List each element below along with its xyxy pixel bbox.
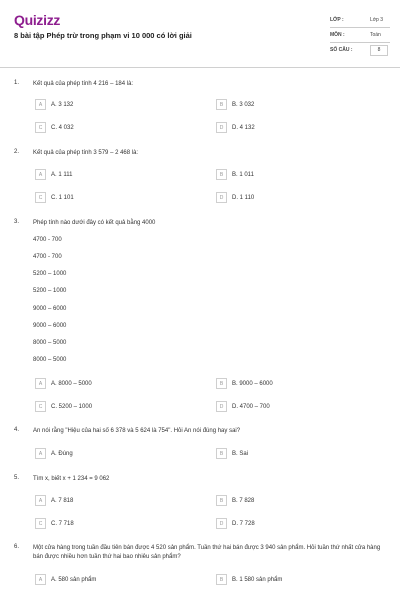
- meta-value-wrap: [370, 45, 390, 56]
- option-text: C. 4 032: [51, 124, 74, 131]
- option-text: A. 8000 – 5000: [51, 380, 92, 387]
- option-text: C. 1 101: [51, 194, 74, 201]
- option-b[interactable]: [216, 448, 248, 459]
- option-c[interactable]: [35, 518, 74, 529]
- question-text: Phép tính nào dưới đây có kết quả bằng 4000: [33, 220, 156, 226]
- option-d[interactable]: [216, 401, 270, 412]
- expression-line: 9000 – 6000: [33, 306, 67, 312]
- option-text: B. 1 580 sản phẩm: [232, 576, 283, 583]
- meta-label: LỚP :: [330, 17, 344, 23]
- option-letter: D: [216, 192, 227, 203]
- meta-value: Lớp 3: [370, 17, 384, 23]
- option-letter: B: [216, 574, 227, 585]
- question-text: An nói rằng "Hiệu của hai số 6 378 và 5 624 là 754". Hỏi An nói đúng hay sai?: [33, 428, 241, 434]
- option-text: D. 7 728: [232, 520, 255, 527]
- meta-label: SỐ CÂU :: [330, 47, 353, 53]
- question-number: 3.: [14, 219, 20, 225]
- option-letter: B: [216, 169, 227, 180]
- expression-line: 5200 – 1000: [33, 271, 67, 277]
- option-letter: B: [216, 448, 227, 459]
- option-text: D. 4 132: [232, 124, 255, 131]
- question-number: 2.: [14, 149, 20, 155]
- option-b[interactable]: [216, 169, 254, 180]
- option-a[interactable]: [35, 378, 92, 389]
- option-c[interactable]: [35, 122, 74, 133]
- option-letter: D: [216, 518, 227, 529]
- meta-value: 8: [370, 45, 388, 56]
- option-d[interactable]: [216, 518, 255, 529]
- meta-row-count: [330, 43, 390, 57]
- option-b[interactable]: [216, 495, 254, 506]
- option-letter: A: [35, 448, 46, 459]
- question-text: Kết quả của phép tính 3 579 – 2 468 là:: [33, 150, 139, 156]
- option-text: D. 1 110: [232, 194, 255, 201]
- option-letter: A: [35, 574, 46, 585]
- option-text: A. 3 132: [51, 101, 74, 108]
- option-letter: C: [35, 192, 46, 203]
- option-letter: A: [35, 378, 46, 389]
- expression-line: 9000 – 6000: [33, 323, 67, 329]
- option-letter: B: [216, 495, 227, 506]
- option-text: C. 7 718: [51, 520, 74, 527]
- question-text: Tìm x, biết x + 1 234 = 9 062: [33, 476, 110, 482]
- header-divider: [0, 67, 400, 68]
- option-text: B. 9000 – 6000: [232, 380, 273, 387]
- option-d[interactable]: [216, 122, 255, 133]
- option-text: A. 1 111: [51, 171, 73, 178]
- option-text: A. Đúng: [51, 450, 73, 457]
- question-number: 4.: [14, 427, 20, 433]
- option-text: A. 580 sản phẩm: [51, 576, 97, 583]
- option-text: B. Sai: [232, 450, 249, 457]
- meta-label: MÔN :: [330, 32, 345, 38]
- option-a[interactable]: [35, 169, 72, 180]
- expression-line: 4700 - 700: [33, 237, 62, 243]
- option-text: B. 1 011: [232, 171, 254, 178]
- option-letter: B: [216, 99, 227, 110]
- expression-line: 5200 – 1000: [33, 288, 67, 294]
- question-number: 6.: [14, 544, 20, 550]
- expression-line: 8000 – 5000: [33, 340, 67, 346]
- option-a[interactable]: [35, 574, 96, 585]
- option-letter: D: [216, 401, 227, 412]
- option-b[interactable]: [216, 99, 254, 110]
- question-text: Kết quả của phép tính 4 216 – 184 là:: [33, 81, 134, 87]
- quizizz-logo: Quizizz: [14, 12, 61, 28]
- option-b[interactable]: [216, 574, 282, 585]
- meta-row-subject: [330, 28, 390, 43]
- meta-row-class: [330, 13, 390, 28]
- option-text: B. 7 828: [232, 497, 255, 504]
- option-letter: B: [216, 378, 227, 389]
- page-title: 8 bài tập Phép trừ trong phạm vi 10 000 có lời giải: [14, 31, 192, 40]
- option-text: D. 4700 – 700: [232, 403, 270, 410]
- option-c[interactable]: [35, 192, 74, 203]
- question-number: 1.: [14, 80, 20, 86]
- question-number: 5.: [14, 475, 20, 481]
- option-d[interactable]: [216, 192, 254, 203]
- meta-value: Toán: [370, 32, 381, 38]
- meta-box: [330, 13, 390, 57]
- option-letter: A: [35, 169, 46, 180]
- option-a[interactable]: [35, 495, 73, 506]
- option-text: A. 7 818: [51, 497, 74, 504]
- option-a[interactable]: [35, 99, 73, 110]
- option-letter: C: [35, 401, 46, 412]
- option-letter: D: [216, 122, 227, 133]
- option-letter: A: [35, 495, 46, 506]
- option-a[interactable]: [35, 448, 73, 459]
- option-letter: C: [35, 518, 46, 529]
- expression-line: 8000 – 5000: [33, 357, 67, 363]
- option-c[interactable]: [35, 401, 92, 412]
- option-b[interactable]: [216, 378, 273, 389]
- option-letter: A: [35, 99, 46, 110]
- expression-line: 4700 - 700: [33, 254, 62, 260]
- question-text: Một cửa hàng trong tuần đầu tiên bán được 4 520 sản phẩm. Tuần thứ hai bán được 3 940 sản phẩm. Hỏi tuần thứ nhất cửa hàng bán được nhiều hơn tuần thứ hai bao nhiêu sản phẩm?: [33, 545, 381, 560]
- option-letter: C: [35, 122, 46, 133]
- option-text: B. 3 032: [232, 101, 255, 108]
- option-text: C. 5200 – 1000: [51, 403, 93, 410]
